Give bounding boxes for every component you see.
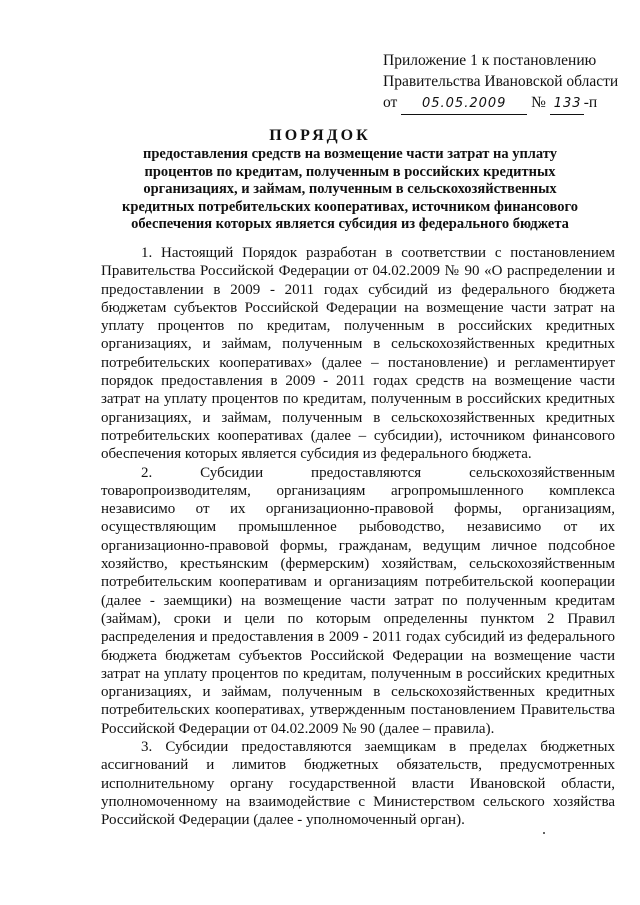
paragraph-2: 2. Субсидии предоставляются сельскохозяйственным товаропроизводителям, организациям агропромышленного комплекса независимо от их организационно-правовой формы, организациям, осуществляющим промышленное рыбоводство, независимо от их организационно-правовой формы, гражданам, ведущим личное подсобное хозяйство, крестьянским (фермерским) хозяйствам, сельскохозяйственным потребительским кооперативам и организациям потребительской кооперации (далее - заемщики) на возмещение части затрат по полученным кредитам (займам), сроки и цели по которым определенны пунктом 2 Правил распределения и предоставления в 2009 - 2011 годах субсидий из федерального бюджета бюджетам субъектов Российской Федерации на возмещение части затрат на уплату процентов по кредитам, полученным в российских кредитных организациях, и займам, полученным в сельскохозяйственных кредитных потребительских кооперативах, утвержденным постановлением Правительства Российской Федерации от 04.02.2009 № 90 (далее – правила). [101,464,615,737]
document-title: ПОРЯДОК [269,127,371,144]
document-body [101,244,615,830]
document-subtitle: предоставления средств на возмещение части затрат на уплату процентов по кредитам, полученным в российских кредитных организациях, и займам, полученным в сельскохозяйственных кредитных потребительских кооперативах, источником финансового обеспечения которых является субсидия из федерального бюджета [122,146,578,233]
appendix-header [383,50,623,115]
handwritten-number: 133 [550,93,584,115]
scan-speck [543,832,545,834]
number-suffix: -п [583,94,598,111]
paragraph-1: 1. Настоящий Порядок разработан в соответствии с постановлением Правительства Российской Федерации от 04.02.2009 № 90 «О распределении и предоставлении в 2009 - 2011 годах субсидий из федерального бюджета бюджетам субъектов Российской Федерации на возмещение части затрат на уплату процентов по кредитам, полученным в российских кредитных организациях, и займам, полученным в сельскохозяйственных кредитных потребительских кооперативах» (далее – постановление) и регламентирует порядок предоставления в 2009 - 2011 годах средств на возмещение части затрат на уплату процентов по кредитам, полученным в российских кредитных организациях, и займам, полученным в сельскохозяйственных кредитных потребительских кооперативах (далее – субсидии), источником финансового обеспечения которых является субсидия из федерального бюджета. [101,245,615,463]
from-label: от [383,94,398,111]
paragraph-3: 3. Субсидии предоставляются заемщикам в пределах бюджетных ассигнований и лимитов бюджетных обязательств, предусмотренных исполнительному органу государственной власти Ивановской области, уполномоченному на взаимодействие с Министерством сельского хозяйства Российской Федерации (далее - уполномоченный орган). [101,739,615,829]
appendix-date-line [383,92,623,115]
handwritten-date: 05.05.2009 [401,93,527,115]
number-label: № [531,94,546,111]
appendix-line-2: Правительства Ивановской области [383,73,619,90]
appendix-line-1: Приложение 1 к постановлению [383,52,597,69]
